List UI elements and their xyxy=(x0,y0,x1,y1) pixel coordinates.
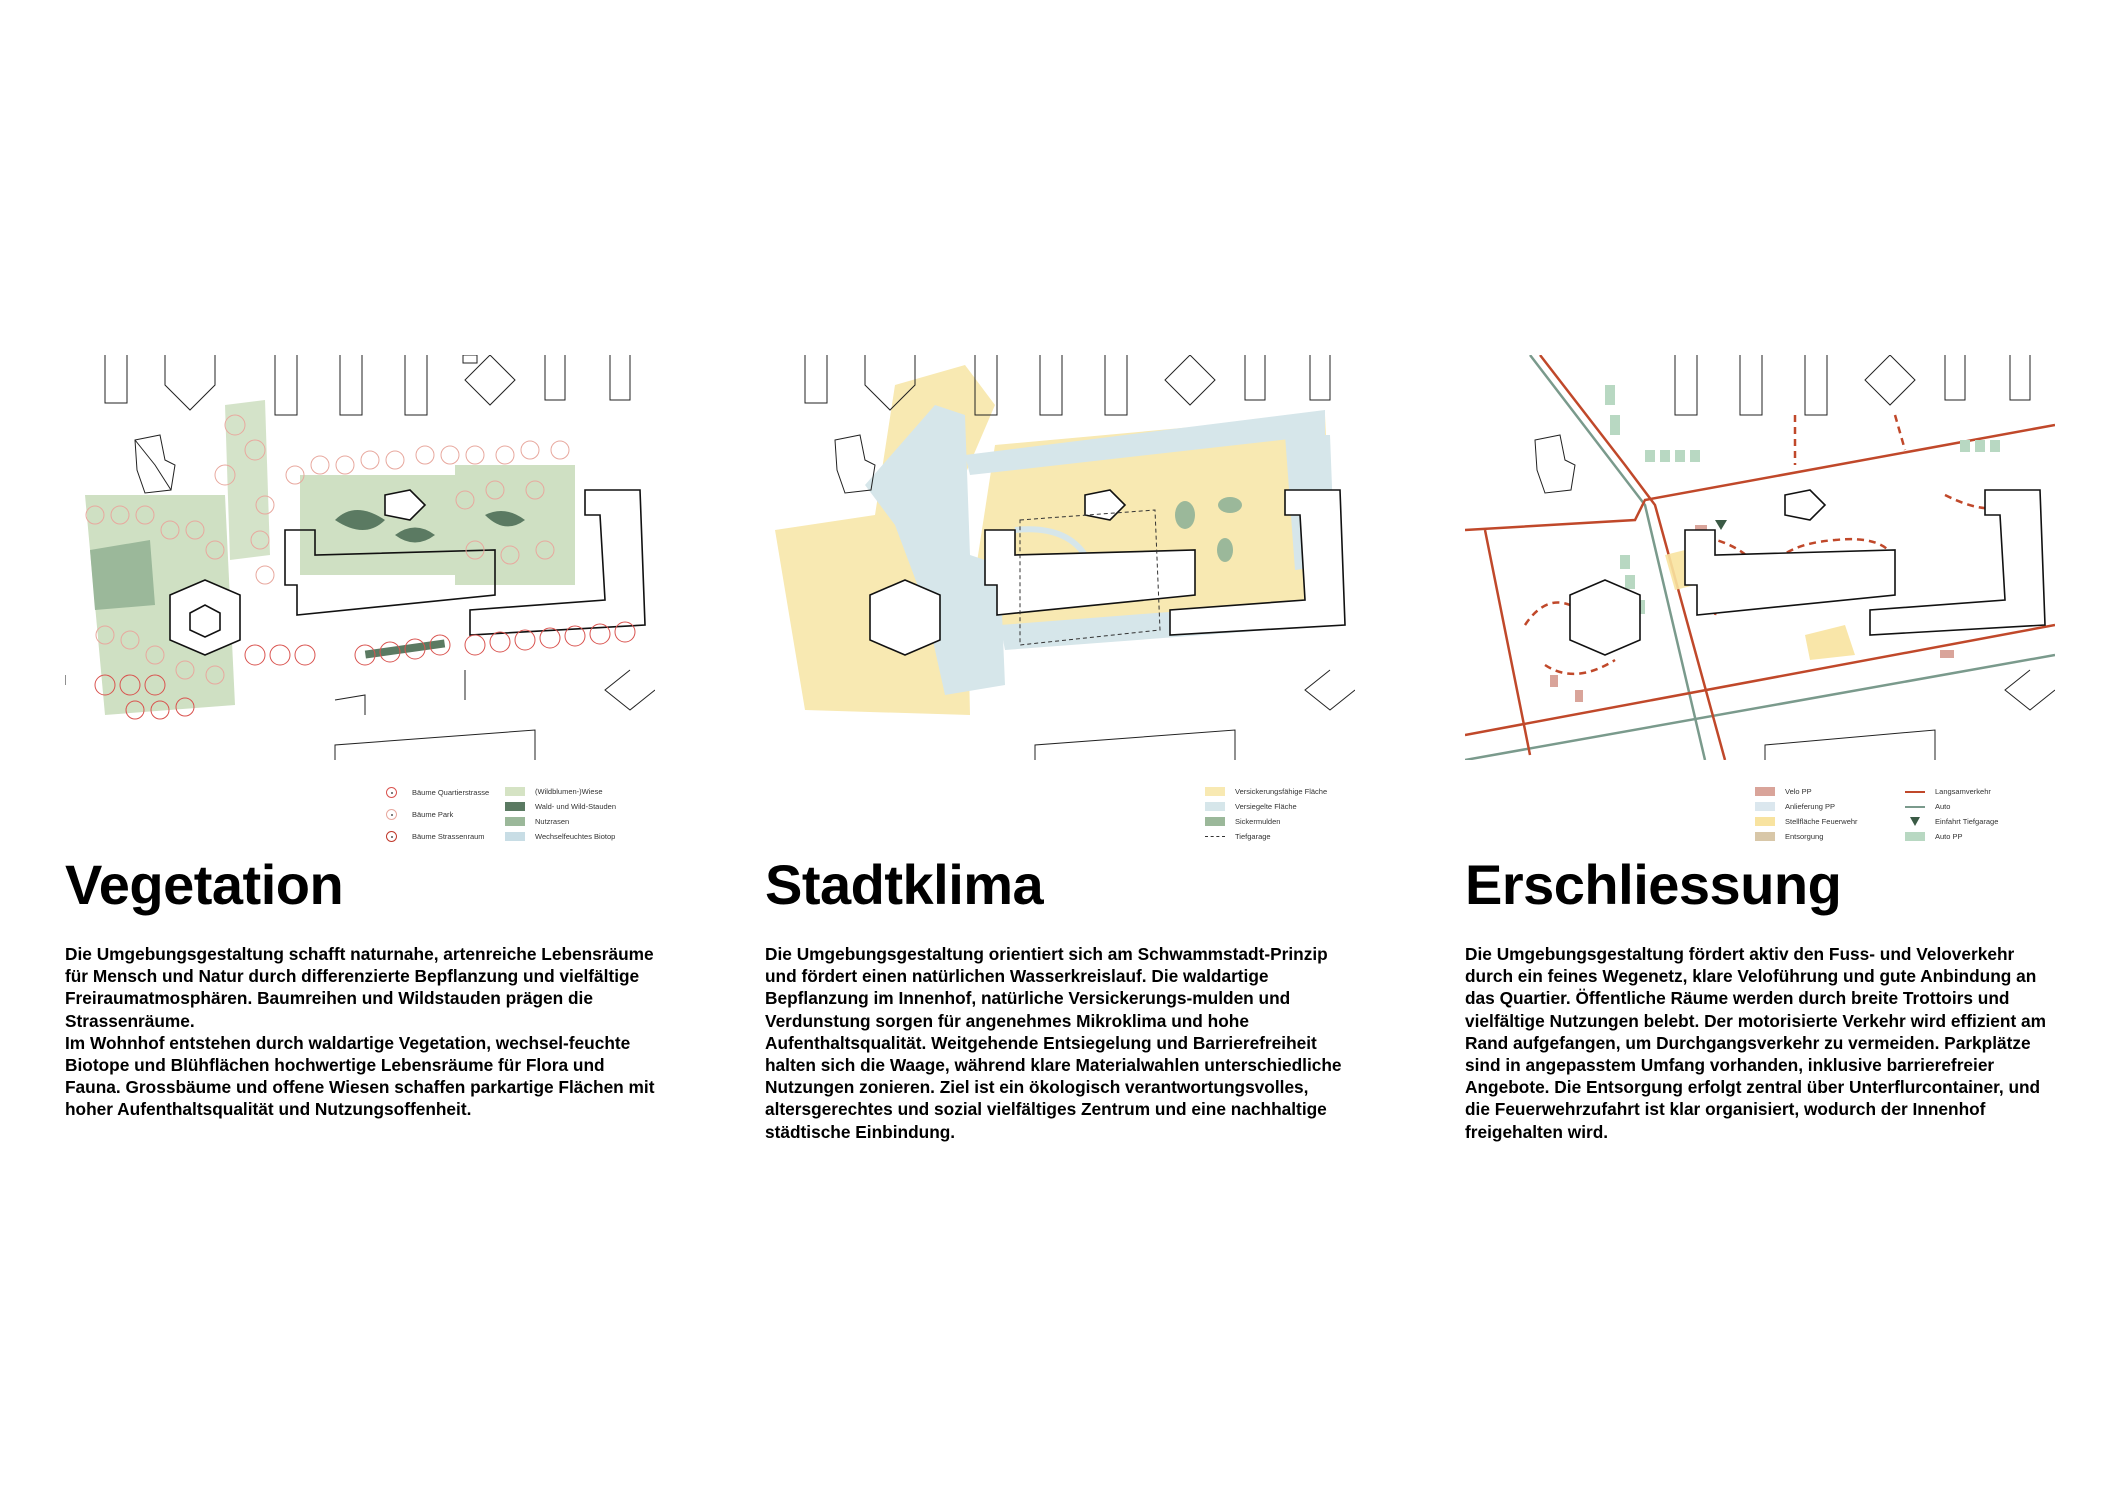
legend-item: Bäume Strassenraum xyxy=(380,831,485,842)
swatch-icon xyxy=(505,817,525,826)
legend-item: Stellfläche Feuerwehr xyxy=(1755,817,1858,826)
legend-item: Auto PP xyxy=(1905,832,1963,841)
swatch-icon xyxy=(1755,787,1775,796)
tree-circle-icon xyxy=(386,809,397,820)
legend-item: Sickermulden xyxy=(1205,817,1280,826)
legend-item: Auto xyxy=(1905,802,1950,811)
panel-title: Vegetation xyxy=(65,853,344,916)
swatch-icon xyxy=(1205,802,1225,811)
triangle-down-icon xyxy=(1910,817,1920,826)
legend-item: Wald- und Wild-Stauden xyxy=(505,802,616,811)
legend-item: Tiefgarage xyxy=(1205,832,1271,841)
legend-item: Anlieferung PP xyxy=(1755,802,1835,811)
swatch-icon xyxy=(505,787,525,796)
legend-item: Langsamverkehr xyxy=(1905,787,1991,796)
swatch-icon xyxy=(1205,787,1225,796)
swatch-icon xyxy=(1755,817,1775,826)
panel-body-text: Die Umgebungsgestaltung orientiert sich am Schwammstadt-Prinzip und fördert einen natürlichen Wasserkreislauf. Die waldartige Bepflanzung im Innenhof, natürliche Versickerungs-mulden und Verdunstung sorgen für angenehmes Mikroklima und hohe Aufenthaltsqualität. Weitgehende Entsiegelung und Barrierefreiheit halten sich die Waage, während klare Materialwahlen unterschiedliche Nutzungen zonieren. Ziel ist ein ökologisch verantwortungsvolles, altersgerechtes und sozial vielfältiges Zentrum und eine nachhaltige städtische Einbindung. xyxy=(765,944,1342,1142)
swatch-icon xyxy=(1755,802,1775,811)
legend-item: Wechselfeuchtes Biotop xyxy=(505,832,615,841)
panel-title: Erschliessung xyxy=(1465,853,1842,916)
swatch-icon xyxy=(505,802,525,811)
legend-item: Bäume Quartierstrasse xyxy=(380,787,489,798)
vegetation-site-plan xyxy=(65,355,655,760)
legend-item: (Wildblumen-)Wiese xyxy=(505,787,603,796)
line-icon xyxy=(1905,806,1925,808)
swatch-icon xyxy=(1755,832,1775,841)
legend-item: Versickerungsfähige Fläche xyxy=(1205,787,1327,796)
legend-item: Versiegelte Fläche xyxy=(1205,802,1297,811)
tree-circle-icon xyxy=(386,831,397,842)
panel-body-text: Die Umgebungsgestaltung schafft naturnahe, artenreiche Lebensräume für Mensch und Natur durch differenzierte Bepflanzung und vielfältige Freiraumatmosphären. Baumreihen und Wildstauden prägen die Strassenräume. Im Wohnhof entstehen durch waldartige Vegetation, wechsel-feuchte Biotope und Blühflächen hochwertige Lebensräume für Flora und Fauna. Grossbäume und offene Wiesen schaffen parkartige Flächen mit hoher Aufenthaltsqualität und Nutzungsoffenheit. xyxy=(65,944,655,1120)
swatch-icon xyxy=(505,832,525,841)
tree-circle-icon xyxy=(386,787,397,798)
line-icon xyxy=(1905,791,1925,793)
legend-item: Entsorgung xyxy=(1755,832,1823,841)
stadtklima-site-plan xyxy=(765,355,1355,760)
panel-title: Stadtklima xyxy=(765,853,1044,916)
legend-item: Nutzrasen xyxy=(505,817,569,826)
erschliessung-site-plan xyxy=(1465,355,2055,760)
legend-item: Einfahrt Tiefgarage xyxy=(1905,817,1998,826)
legend-item: Velo PP xyxy=(1755,787,1812,796)
swatch-icon xyxy=(1905,832,1925,841)
swatch-icon xyxy=(1205,817,1225,826)
legend-item: Bäume Park xyxy=(380,809,453,820)
panel-body-text: Die Umgebungsgestaltung fördert aktiv den Fuss- und Veloverkehr durch ein feines Wegenetz, klare Veloführung und gute Anbindung an das Quartier. Öffentliche Räume werden durch breite Trottoirs und vielfältige Nutzungen belebt. Der motorisierte Verkehr wird effizient am Rand aufgefangen, um Durchgangsverkehr zu vermeiden. Parkplätze sind in angepasstem Umfang vorhanden, inklusive barrierefreier Angebote. Die Entsorgung erfolgt zentral über Unterflurcontainer, und die Feuerwehrzufahrt ist klar organisiert, wodurch der Innenhof freigehalten wird. xyxy=(1465,944,2046,1142)
dashed-line-icon xyxy=(1205,836,1225,837)
